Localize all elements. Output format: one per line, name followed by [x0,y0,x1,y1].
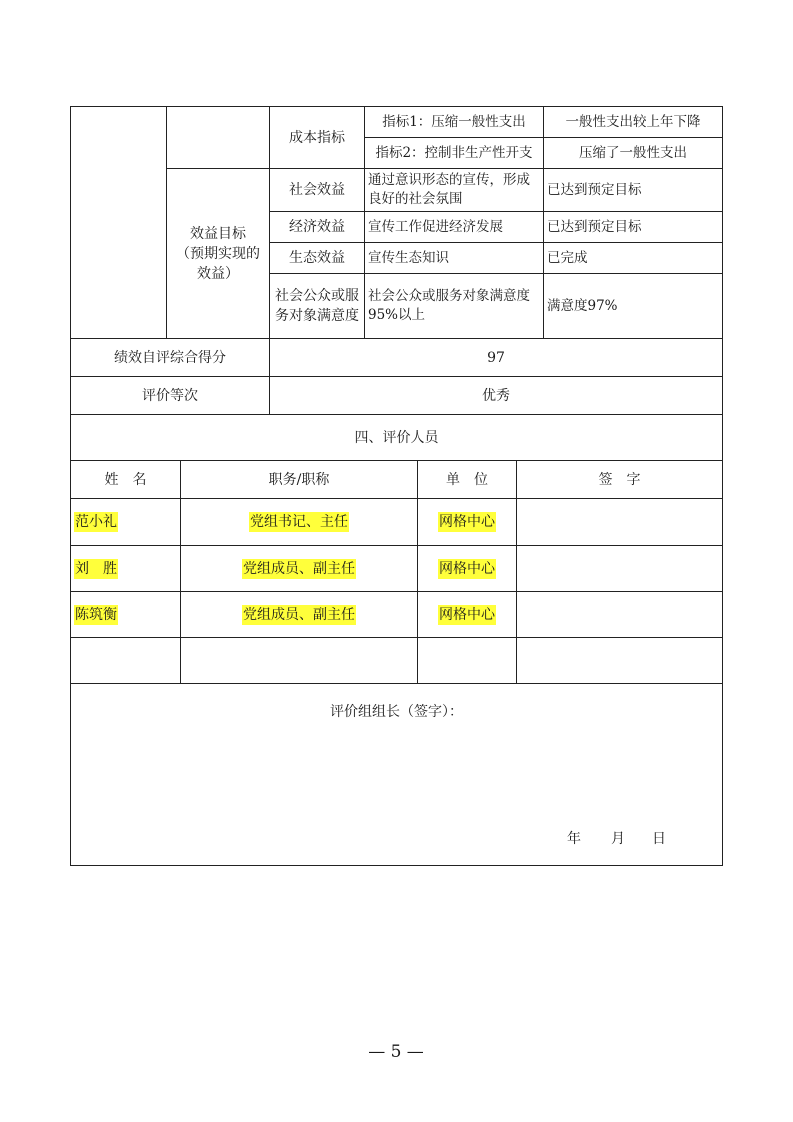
benefit-category-satisfaction: 社会公众或服务对象满意度 [275,288,359,324]
evaluator-title [181,638,417,683]
page-number: — 5 — [368,1042,424,1062]
evaluator-signature[interactable] [517,546,722,591]
benefit-indicator-social: 通过意识形态的宣传，形成良好的社会氛围 [368,172,530,207]
cost-indicator-1: 指标1：压缩一般性支出 [382,114,526,130]
evaluator-title: 党组成员、副主任 [243,560,355,577]
evaluator-name: 范小礼 [75,514,117,530]
evaluator-signature[interactable] [517,638,722,683]
evaluator-unit: 网格中心 [439,606,495,623]
benefit-result-social: 已达到预定目标 [547,182,642,198]
cost-indicator-2: 指标2：控制非生产性开支 [375,145,533,161]
benefit-category-economic: 经济效益 [289,219,345,235]
evaluator-name: 刘 胜 [75,560,117,577]
evaluator-title: 党组书记、主任 [250,514,348,530]
header-name: 姓 名 [104,471,147,488]
benefit-indicator-ecological: 宣传生态知识 [368,250,449,266]
evaluator-signature[interactable] [517,499,722,545]
cost-result-1: 一般性支出较上年下降 [565,114,701,130]
evaluator-title: 党组成员、副主任 [243,606,355,623]
benefit-result-economic: 已达到预定目标 [547,219,642,235]
evaluator-name [71,638,180,683]
benefit-indicator-satisfaction: 社会公众或服务对象满意度95%以上 [368,288,530,323]
benefit-target-label: 效益目标 （预期实现的 效益） [176,225,260,282]
date-month: 月 [611,831,625,847]
grade-value: 优秀 [482,387,510,404]
evaluator-unit: 网格中心 [439,560,495,577]
benefit-category-social: 社会效益 [289,182,345,198]
leader-sign-label: 评价组组长（签字）： [330,704,463,720]
cost-result-2: 压缩了一般性支出 [579,145,687,161]
evaluator-unit: 网格中心 [439,514,495,530]
score-value: 97 [487,349,505,366]
benefit-result-satisfaction: 满意度97% [547,298,618,314]
score-label: 绩效自评综合得分 [114,349,226,366]
benefit-category-ecological: 生态效益 [289,250,345,266]
evaluator-signature[interactable] [517,592,722,637]
header-title: 职务/职称 [268,471,330,488]
grade-label: 评价等次 [142,387,198,404]
header-signature: 签 字 [598,471,641,488]
evaluator-unit [418,638,516,683]
cost-indicator-label: 成本指标 [289,129,345,146]
evaluator-name: 陈筑衡 [75,606,117,623]
date-day: 日 [652,831,666,847]
evaluators-section-title: 四、评价人员 [354,429,439,446]
benefit-result-ecological: 已完成 [547,250,588,266]
benefit-indicator-economic: 宣传工作促进经济发展 [368,219,503,235]
header-unit: 单 位 [446,471,488,488]
date-year: 年 [567,831,581,847]
